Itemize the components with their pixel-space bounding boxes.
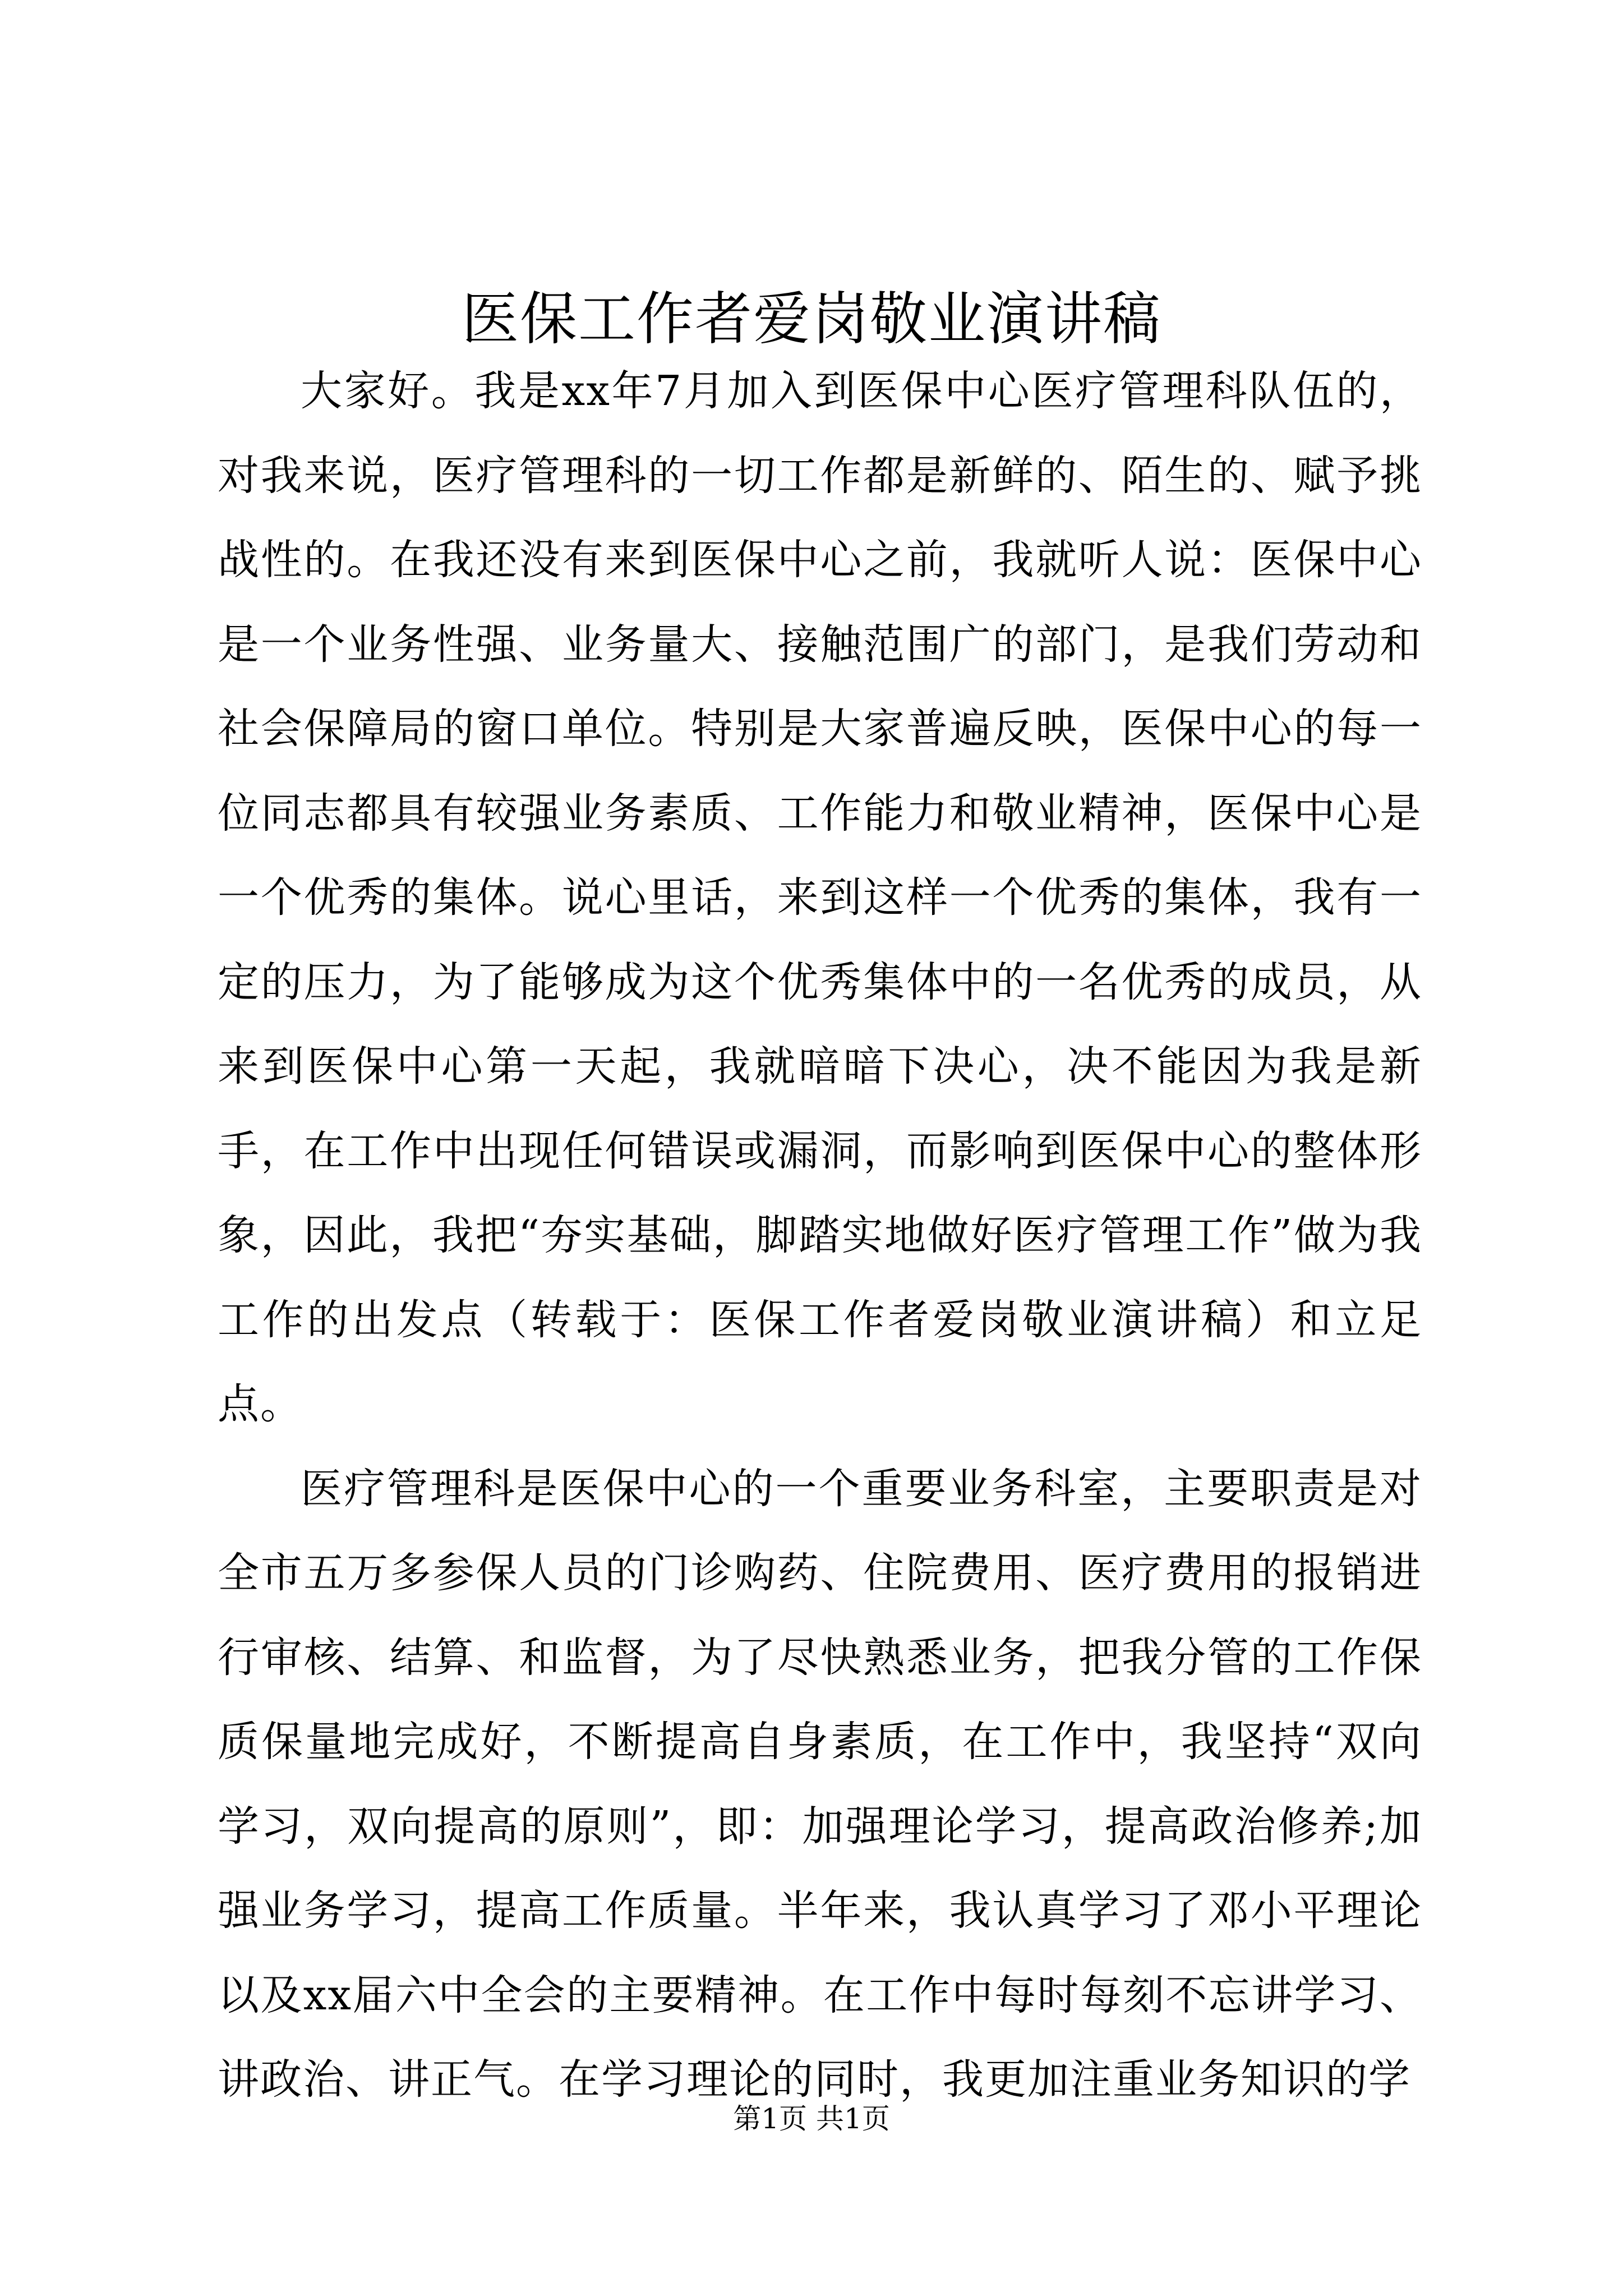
document-body [218, 349, 1422, 2122]
document-title: 医保工作者爱岗敬业演讲稿 [462, 286, 1161, 353]
paragraph: 医疗管理科是医保中心的一个重要业务科室，主要职责是对全市五万多参保人员的门诊购药、住院费用、医疗费用的报销进行审核、结算、和监督，为了尽快熟悉业务，把我分管的工作保质保量地完成好，不断提高自身素质，在工作中，我坚持“双向学习，双向提高的原则”，即：加强理论学习，提高政治修养;加强业务学习，提高工作质量。半年来，我认真学习了邓小平理论以及xx届六中全会的主要精神。在工作中每时每刻不忘讲学习、讲政治、讲正气。在学习理论的同时，我更加注重业务知识的学 [218, 1464, 1422, 2104]
page-number-footer: 第1页 共1页 [733, 2102, 890, 2135]
paragraph: 大家好。我是xx年7月加入到医保中心医疗管理科队伍的，对我来说，医疗管理科的一切工作都是新鲜的、陌生的、赋予挑战性的。在我还没有来到医保中心之前，我就听人说：医保中心是一个业务性强、业务量大、接触范围广的部门，是我们劳动和社会保障局的窗口单位。特别是大家普遍反映，医保中心的每一位同志都具有较强业务素质、工作能力和敬业精神，医保中心是一个优秀的集体。说心里话，来到这样一个优秀的集体，我有一定的压力，为了能够成为这个优秀集体中的一名优秀的成员，从来到医保中心第一天起，我就暗暗下决心，决不能因为我是新手，在工作中出现任何错误或漏洞，而影响到医保中心的整体形象，因此，我把“夯实基础，脚踏实地做好医疗管理工作”做为我工作的出发点（转载于：医保工作者爱岗敬业演讲稿）和立足点。 [218, 367, 1422, 1428]
